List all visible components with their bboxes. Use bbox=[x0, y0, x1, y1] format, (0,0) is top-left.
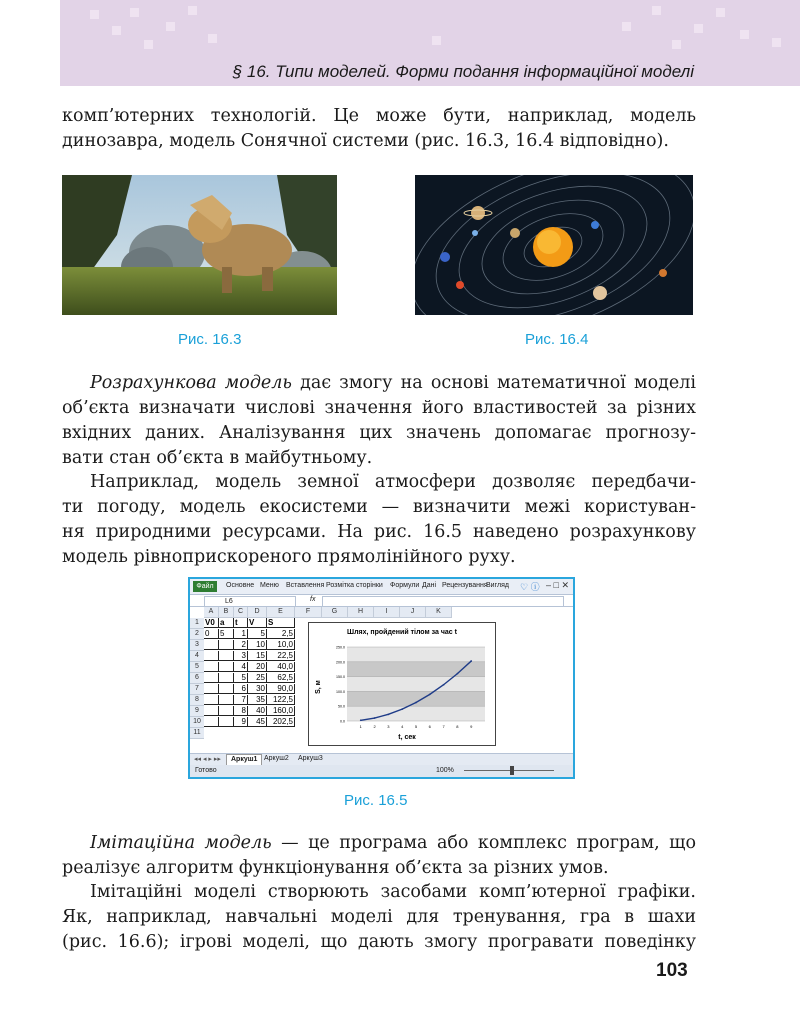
ribbon-tab[interactable]: Формули bbox=[390, 582, 420, 589]
table-cell[interactable]: 22,5 bbox=[267, 651, 295, 661]
formula-input[interactable] bbox=[322, 596, 564, 607]
row-header[interactable]: 7 bbox=[190, 684, 204, 695]
ribbon-tab[interactable]: Дані bbox=[422, 582, 437, 589]
table-cell[interactable]: t bbox=[234, 618, 248, 628]
column-header[interactable]: H bbox=[348, 607, 374, 618]
table-cell[interactable]: 0 bbox=[204, 629, 219, 639]
decor-square bbox=[622, 22, 631, 31]
table-cell[interactable]: 5 bbox=[234, 673, 248, 683]
column-header[interactable]: K bbox=[426, 607, 452, 618]
sheet-tab[interactable]: Аркуш3 bbox=[298, 755, 323, 762]
column-header[interactable]: D bbox=[248, 607, 267, 618]
table-cell[interactable]: 30 bbox=[248, 684, 267, 694]
table-cell[interactable]: 5 bbox=[248, 629, 267, 639]
file-tab[interactable]: Файл bbox=[193, 581, 217, 592]
text-line: вхідних даних. Аналізування цих значень допомагає прогнозу- bbox=[62, 423, 696, 443]
data-point bbox=[457, 673, 459, 675]
x-tick-label: 5 bbox=[414, 724, 418, 729]
x-tick-label: 1 bbox=[359, 724, 362, 729]
formula-bar bbox=[190, 595, 573, 607]
name-box[interactable]: L6 bbox=[204, 596, 296, 607]
sheet-tab[interactable]: Аркуш2 bbox=[264, 755, 289, 762]
table-cell[interactable]: 9 bbox=[234, 717, 248, 727]
x-tick-label: 9 bbox=[470, 724, 473, 729]
decor-square bbox=[208, 34, 217, 43]
ribbon-tab[interactable]: Рецензування bbox=[442, 582, 488, 589]
text-line: динозавра, модель Сонячної системи (рис. 16.3, 16.4 відповідно). bbox=[62, 131, 669, 151]
decor-square bbox=[694, 24, 703, 33]
table-cell[interactable] bbox=[219, 673, 234, 683]
term-calculation-model: Розрахункова модель bbox=[90, 373, 292, 393]
text-line: ня природними ресурсами. На рис. 16.5 наведено розрахункову bbox=[62, 522, 696, 542]
table-cell[interactable]: 160,0 bbox=[267, 706, 295, 716]
table-cell[interactable] bbox=[219, 640, 234, 650]
text-line: реалізує алгоритм функціонування об’єкта за різних умов. bbox=[62, 858, 609, 878]
chart bbox=[308, 622, 496, 746]
status-bar bbox=[190, 765, 573, 777]
table-cell[interactable]: 4 bbox=[234, 662, 248, 672]
text-fragment: — це програма або комплекс програм, що bbox=[271, 833, 696, 853]
status-text: Готово bbox=[195, 767, 217, 774]
y-tick-label: 200.0 bbox=[336, 660, 345, 665]
row-header[interactable]: 9 bbox=[190, 706, 204, 717]
figure-caption: Рис. 16.5 bbox=[344, 792, 408, 809]
y-tick-label: 100.0 bbox=[336, 689, 345, 694]
table-cell[interactable]: 7 bbox=[234, 695, 248, 705]
term-simulation-model: Імітаційна модель bbox=[90, 833, 272, 853]
data-point bbox=[360, 719, 362, 721]
table-cell[interactable]: 10 bbox=[248, 640, 267, 650]
data-point bbox=[415, 702, 417, 704]
row-header[interactable]: 6 bbox=[190, 673, 204, 684]
text-line bbox=[62, 831, 696, 856]
decor-square bbox=[188, 6, 197, 15]
table-cell[interactable]: 40 bbox=[248, 706, 267, 716]
zoom-level: 100% bbox=[436, 767, 454, 774]
table-cell[interactable]: 122,5 bbox=[267, 695, 295, 705]
table-cell[interactable]: 8 bbox=[234, 706, 248, 716]
table-cell[interactable]: 10,0 bbox=[267, 640, 295, 650]
table-cell[interactable] bbox=[219, 662, 234, 672]
table-cell[interactable]: V bbox=[248, 618, 267, 628]
text-line: модель рівноприскореного прямолінійного руху. bbox=[62, 547, 516, 567]
decor-square bbox=[716, 8, 725, 17]
row-header[interactable]: 5 bbox=[190, 662, 204, 673]
fx-icon[interactable]: fx bbox=[310, 596, 316, 603]
column-header[interactable]: B bbox=[219, 607, 234, 618]
ribbon-tab[interactable]: Меню bbox=[260, 582, 279, 589]
decor-square bbox=[432, 36, 441, 45]
table-cell[interactable]: 5 bbox=[219, 629, 234, 639]
table-cell[interactable] bbox=[204, 695, 219, 705]
table-cell[interactable] bbox=[204, 717, 219, 727]
table-cell[interactable] bbox=[219, 695, 234, 705]
solar-system-image bbox=[415, 175, 693, 315]
sheet-tabs bbox=[190, 753, 573, 765]
table-cell[interactable]: 1 bbox=[234, 629, 248, 639]
ribbon-tab[interactable]: Вигляд bbox=[486, 582, 509, 589]
paragraph bbox=[62, 470, 696, 570]
text-line: Наприклад, модель земної атмосфери дозволяє передбачи- bbox=[90, 472, 696, 492]
column-header[interactable]: I bbox=[374, 607, 400, 618]
ribbon-tab[interactable]: Основне bbox=[226, 582, 255, 589]
table-cell[interactable]: V0 bbox=[204, 618, 219, 628]
table-cell[interactable] bbox=[204, 662, 219, 672]
x-tick-label: 3 bbox=[387, 724, 390, 729]
ribbon-tab[interactable]: Вставлення bbox=[286, 582, 325, 589]
decor-square bbox=[772, 38, 781, 47]
table-cell[interactable] bbox=[219, 706, 234, 716]
dinosaur-image bbox=[62, 175, 337, 315]
ribbon-tab[interactable]: Розмітка сторінки bbox=[326, 582, 383, 589]
row-header[interactable]: 10 bbox=[190, 717, 204, 728]
text-line: об’єкта визначати числові значення його властивостей за різних bbox=[62, 398, 696, 418]
data-point bbox=[470, 660, 472, 662]
row-header[interactable]: 4 bbox=[190, 651, 204, 662]
decor-square bbox=[166, 22, 175, 31]
column-header[interactable]: F bbox=[295, 607, 322, 618]
table-cell[interactable]: 20 bbox=[248, 662, 267, 672]
decor-square bbox=[130, 8, 139, 17]
column-header[interactable]: G bbox=[322, 607, 348, 618]
text-line: Як, наприклад, навчальні моделі для тренування, гра в шахи bbox=[62, 907, 696, 927]
paragraph bbox=[62, 371, 696, 471]
sheet-nav-icon[interactable]: ◂◂ ◂ ▸ ▸▸ bbox=[194, 756, 221, 763]
data-point bbox=[401, 708, 403, 710]
grid-band bbox=[347, 647, 485, 662]
table-cell[interactable]: 6 bbox=[234, 684, 248, 694]
paragraph bbox=[62, 831, 696, 881]
x-axis-label: t, сек bbox=[398, 734, 416, 741]
zoom-slider-thumb[interactable] bbox=[510, 766, 514, 775]
table-cell[interactable] bbox=[204, 651, 219, 661]
text-line bbox=[62, 371, 696, 396]
table-cell[interactable] bbox=[204, 684, 219, 694]
window-controls-icon[interactable]: – □ ✕ bbox=[546, 580, 569, 590]
text-line: ти погоду, модель екосистеми — визначити межі користуван- bbox=[62, 497, 696, 517]
table-cell[interactable]: 202,5 bbox=[267, 717, 295, 727]
y-tick-label: 50.0 bbox=[338, 704, 345, 709]
data-point bbox=[374, 717, 376, 719]
data-point bbox=[429, 693, 431, 695]
data-point bbox=[388, 713, 390, 715]
text-line: вати стан об’єкта в майбутньому. bbox=[62, 448, 373, 468]
column-header[interactable]: A bbox=[204, 607, 219, 618]
decor-square bbox=[144, 40, 153, 49]
table-cell[interactable]: 2 bbox=[234, 640, 248, 650]
table-cell[interactable]: 90,0 bbox=[267, 684, 295, 694]
column-header[interactable]: E bbox=[267, 607, 295, 618]
row-header[interactable]: 3 bbox=[190, 640, 204, 651]
x-tick-label: 8 bbox=[456, 724, 459, 729]
text-line: комп’ютерних технологій. Це може бути, наприклад, модель bbox=[62, 106, 696, 126]
grid-band bbox=[347, 677, 485, 692]
decor-square bbox=[740, 30, 749, 39]
zoom-slider[interactable] bbox=[464, 770, 554, 771]
table-cell[interactable]: 40,0 bbox=[267, 662, 295, 672]
table-cell[interactable]: S bbox=[267, 618, 295, 628]
table-cell[interactable] bbox=[204, 706, 219, 716]
figure-caption: Рис. 16.3 bbox=[178, 331, 242, 348]
figure-caption: Рис. 16.4 bbox=[525, 331, 589, 348]
row-header[interactable]: 1 bbox=[190, 618, 204, 629]
decor-square bbox=[112, 26, 121, 35]
x-tick-label: 6 bbox=[428, 724, 431, 729]
column-header[interactable]: J bbox=[400, 607, 426, 618]
paragraph bbox=[62, 880, 696, 955]
table-cell[interactable] bbox=[219, 651, 234, 661]
sheet-grid bbox=[190, 607, 573, 753]
y-tick-label: 150.0 bbox=[336, 675, 345, 680]
decor-square bbox=[672, 40, 681, 49]
table-cell[interactable]: 3 bbox=[234, 651, 248, 661]
decor-square bbox=[90, 10, 99, 19]
y-tick-label: 0.0 bbox=[340, 719, 345, 724]
x-tick-label: 7 bbox=[442, 724, 445, 729]
table-cell[interactable] bbox=[219, 684, 234, 694]
table-cell[interactable]: a bbox=[219, 618, 234, 628]
table-cell[interactable]: 15 bbox=[248, 651, 267, 661]
column-header[interactable]: C bbox=[234, 607, 248, 618]
row-header[interactable]: 2 bbox=[190, 629, 204, 640]
help-icon[interactable]: ♡ ⓘ bbox=[520, 582, 540, 592]
y-axis-label: S, м bbox=[315, 680, 322, 694]
paragraph bbox=[62, 104, 696, 154]
text-fragment: дає змогу на основі математичної моделі bbox=[291, 373, 696, 393]
data-point bbox=[443, 684, 445, 686]
x-tick-label: 4 bbox=[401, 724, 404, 729]
table-cell[interactable]: 25 bbox=[248, 673, 267, 683]
text-line: (рис. 16.6); ігрові моделі, що дають змогу програвати поведінку bbox=[62, 932, 696, 952]
x-tick-label: 2 bbox=[373, 724, 376, 729]
chart-title: Шлях, пройдений тілом за час t bbox=[347, 629, 457, 636]
table-cell[interactable]: 35 bbox=[248, 695, 267, 705]
table-cell[interactable]: 45 bbox=[248, 717, 267, 727]
ribbon bbox=[190, 579, 573, 595]
y-tick-label: 250.0 bbox=[336, 645, 345, 650]
text-line: Імітаційні моделі створюють засобами комп’ютерної графіки. bbox=[90, 882, 696, 902]
row-header[interactable]: 11 bbox=[190, 728, 204, 739]
page-number: 103 bbox=[656, 960, 688, 981]
table-cell[interactable]: 2,5 bbox=[267, 629, 295, 639]
spreadsheet-screenshot bbox=[188, 577, 575, 779]
row-header[interactable]: 8 bbox=[190, 695, 204, 706]
sheet-tab-active[interactable]: Аркуш1 bbox=[226, 754, 262, 766]
table-cell[interactable]: 62,5 bbox=[267, 673, 295, 683]
table-cell[interactable] bbox=[219, 717, 234, 727]
section-title: § 16. Типи моделей. Форми подання інформаційної моделі bbox=[232, 62, 694, 81]
decor-square bbox=[652, 6, 661, 15]
table-cell[interactable] bbox=[204, 640, 219, 650]
table-cell[interactable] bbox=[204, 673, 219, 683]
